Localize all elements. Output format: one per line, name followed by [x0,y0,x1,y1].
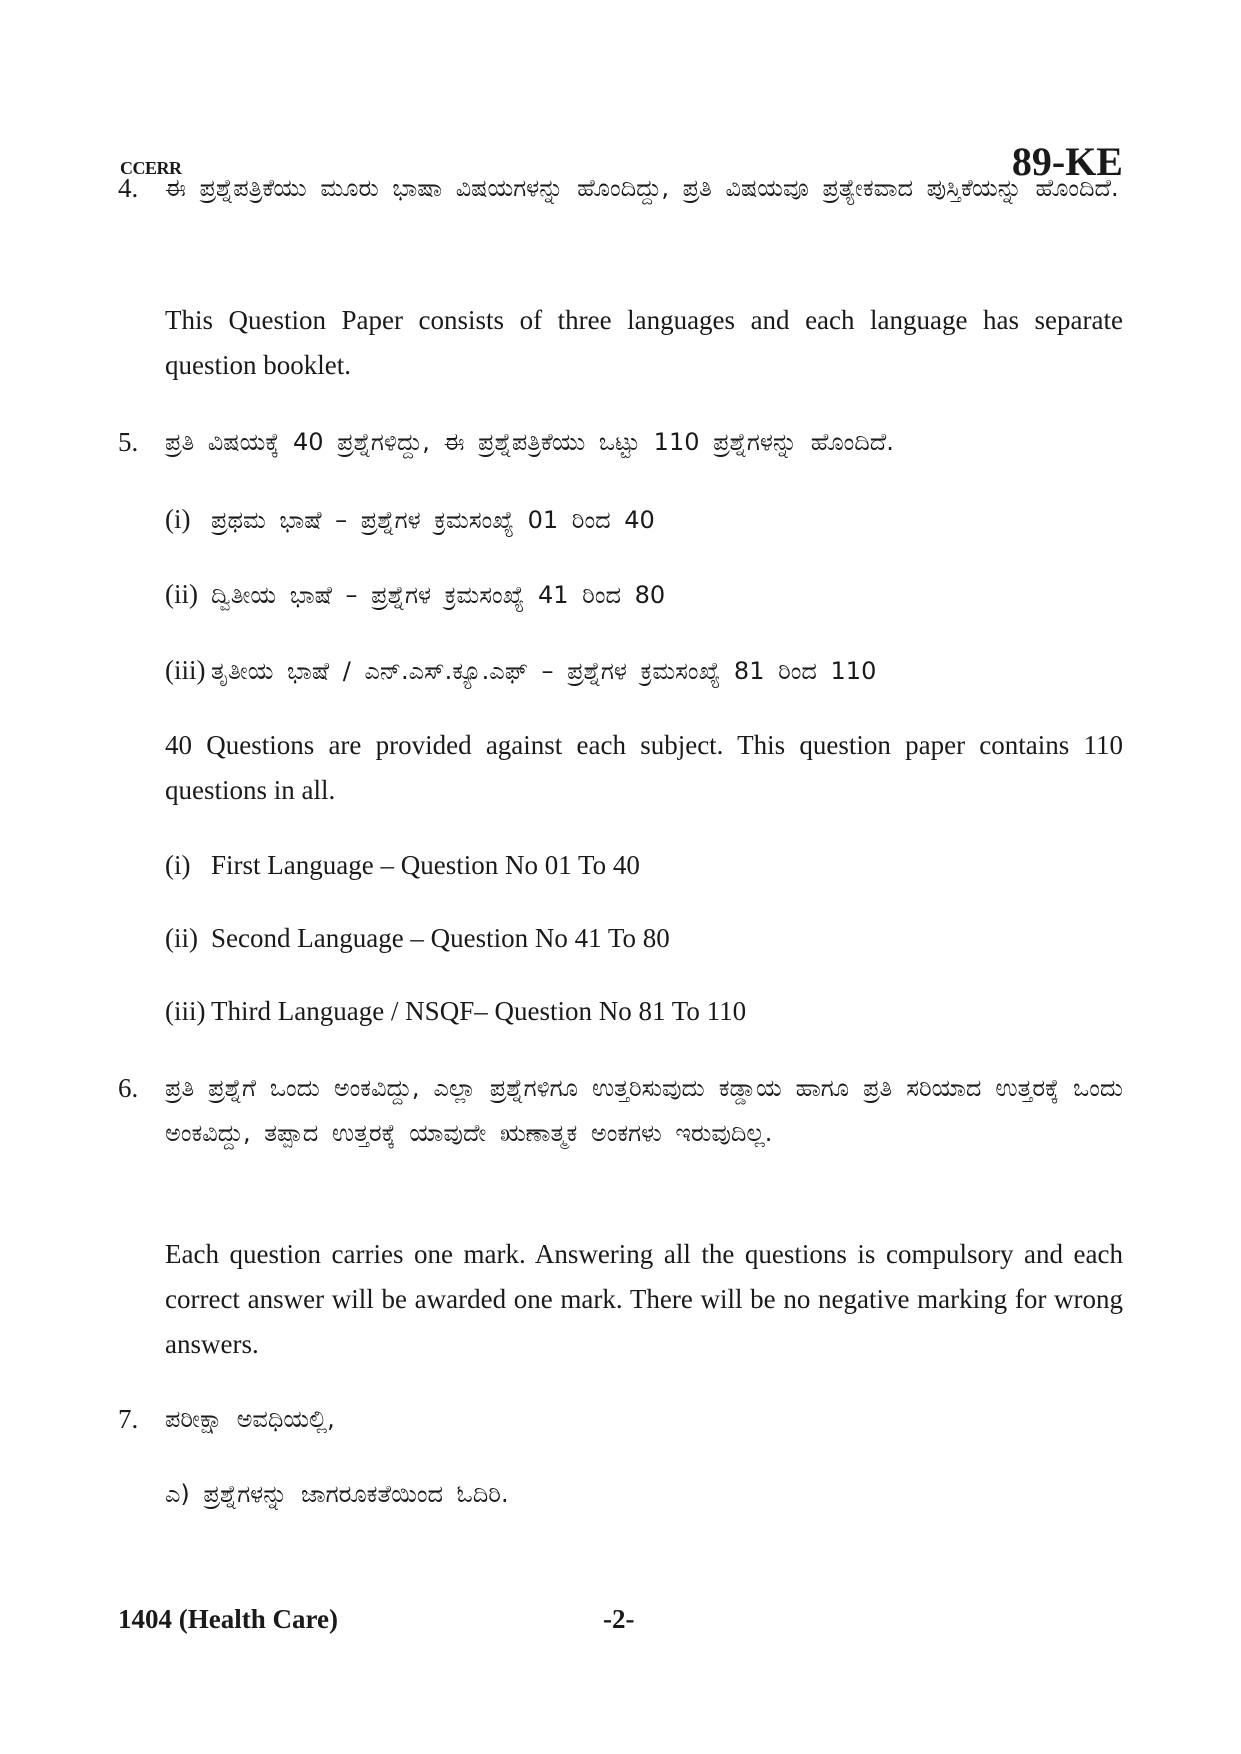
kn-subitem-2 [165,572,665,618]
item-5-english: 40 Questions are provided against each subject. This question paper contains 110 questions in all. [165,730,1123,805]
en-subitem-tag: (iii) [165,996,206,1026]
en-subitem-text: Second Language – Question No 41 To 80 [211,923,670,953]
en-subitem-text: Third Language / NSQF– Question No 81 To 110 [211,996,747,1026]
kn-subitem-text: ತೃತೀಯ ಭಾಷೆ / ಎನ್.ಎಸ್.ಕ್ಯೂ.ಎಫ್ – ಪ್ರಶ್ನೆಗಳ ಕ್ರಮಸಂಖ್ಯೆ 81 ರಿಂದ 110 [211,657,877,685]
en-subitem-text: First Language – Question No 01 To 40 [211,850,640,880]
item-5-kannada: ಪ್ರತಿ ವಿಷಯಕ್ಕೆ 40 ಪ್ರಶ್ನೆಗಳಿದ್ದು, ಈ ಪ್ರಶ್ನೆಪತ್ರಿಕೆಯು ಒಟ್ಟು 110 ಪ್ರಶ್ನೆಗಳನ್ನು ಹೊಂದಿದೆ. [165,428,894,456]
item-number-5: 5. [118,427,139,457]
en-subitem-2 [165,916,670,961]
kn-subitem-tag: (iii) [165,655,206,685]
en-subitem-3 [165,989,746,1034]
item-7-kannada: ಪರೀಕ್ಷಾ ಅವಧಿಯಲ್ಲಿ, [165,1405,335,1433]
kn-subitem-text: ಪ್ರಥಮ ಭಾಷೆ – ಪ್ರಶ್ನೆಗಳ ಕ್ರಮಸಂಖ್ಯೆ 01 ರಿಂದ 40 [211,506,655,534]
kn-subitem-tag: (ii) [165,579,198,609]
en-subitem-tag: (i) [165,850,191,880]
page-number: -2- [603,1604,635,1634]
footer-subject: 1404 (Health Care) [118,1604,338,1634]
paper-code: 89-KE [1011,139,1123,184]
item-6-english: Each question carries one mark. Answering all the questions is compulsory and each correct answer will be awarded one mark. There will be no negative marking for wrong answers. [165,1239,1123,1359]
en-subitem-tag: (ii) [165,923,198,953]
item-number-6: 6. [118,1073,139,1103]
kn-subitem-tag: (i) [165,504,191,534]
header-code: CCERR [120,158,182,178]
item-7-sub-a: ಎ) ಪ್ರಶ್ನೆಗಳನ್ನು ಜಾಗರೂಕತೆಯಿಂದ ಓದಿರಿ. [165,1480,509,1508]
kn-subitem-1 [165,497,655,543]
item-number-4: 4. [118,173,139,203]
kn-subitem-3 [165,648,876,694]
item-6-kannada: ಪ್ರತಿ ಪ್ರಶ್ನೆಗೆ ಒಂದು ಅಂಕವಿದ್ದು, ಎಲ್ಲಾ ಪ್ರಶ್ನೆಗಳಿಗೂ ಉತ್ತರಿಸುವುದು ಕಡ್ಡಾಯ ಹಾಗೂ ಪ್ರತಿ ಸರಿಯಾದ ಉತ್ತರಕ್ಕೆ ಒಂದು ಅಂಕವಿದ್ದು, ತಪ್ಪಾದ ಉತ್ತರಕ್ಕೆ ಯಾವುದೇ ಋಣಾತ್ಮಕ ಅಂಕಗಳು ಇರುವುದಿಲ್ಲ. [165,1074,1123,1147]
kn-subitem-text: ದ್ವಿತೀಯ ಭಾಷೆ – ಪ್ರಶ್ನೆಗಳ ಕ್ರಮಸಂಖ್ಯೆ 41 ರಿಂದ 80 [211,581,666,609]
item-4-kannada: ಈ ಪ್ರಶ್ನೆಪತ್ರಿಕೆಯು ಮೂರು ಭಾಷಾ ವಿಷಯಗಳನ್ನು ಹೊಂದಿದ್ದು, ಪ್ರತಿ ವಿಷಯವೂ ಪ್ರತ್ಯೇಕವಾದ ಪುಸ್ತಿಕೆಯನ್ನು ಹೊಂದಿದೆ. [165,174,1119,202]
item-4-english: This Question Paper consists of three languages and each language has separate question booklet. [165,305,1123,380]
item-number-7: 7. [118,1404,139,1434]
en-subitem-1 [165,843,640,888]
